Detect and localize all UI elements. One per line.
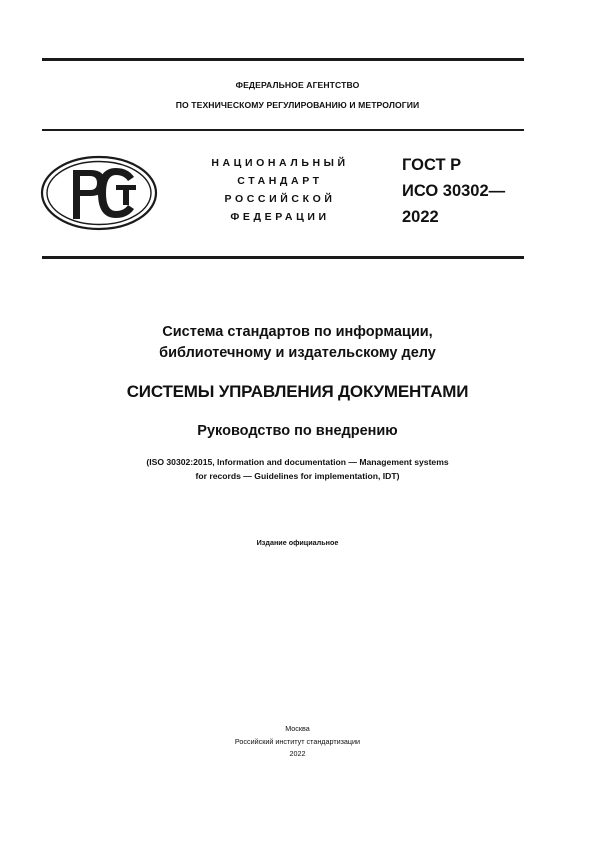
standard-designation <box>402 152 505 230</box>
series-title <box>0 322 595 364</box>
publication-footer <box>0 723 595 761</box>
subtitle: Руководство по внедрению <box>197 423 398 439</box>
standard-type-line3: РОССИЙСКОЙ <box>224 193 336 205</box>
designation-line3: 2022 <box>402 208 439 226</box>
rst-emblem-icon <box>40 155 158 231</box>
standard-type-line4: ФЕДЕРАЦИИ <box>230 211 330 223</box>
series-title-line2: библиотечному и издательскому делу <box>159 345 436 361</box>
standard-type-line1: НАЦИОНАЛЬНЫЙ <box>211 157 349 169</box>
title-block-divider <box>42 256 524 259</box>
iso-reference-line1: (ISO 30302:2015, Information and documentation — Management systems <box>146 457 449 467</box>
agency-name-line2: ПО ТЕХНИЧЕСКОМУ РЕГУЛИРОВАНИЮ И МЕТРОЛОГИИ <box>175 100 420 110</box>
iso-reference-line2: for records — Guidelines for implementation, IDT) <box>195 471 400 481</box>
publication-city: Москва <box>285 724 310 733</box>
standard-type-block <box>190 154 370 226</box>
main-title: СИСТЕМЫ УПРАВЛЕНИЯ ДОКУМЕНТАМИ <box>126 382 469 401</box>
series-title-line1: Система стандартов по информации, <box>162 324 433 340</box>
designation-line1: ГОСТ Р <box>402 156 462 174</box>
designation-line2: ИСО 30302— <box>402 182 506 200</box>
edition-note: Издание официальное <box>256 538 339 547</box>
agency-name-line1: ФЕДЕРАЛЬНОЕ АГЕНТСТВО <box>235 80 360 90</box>
standard-type-line2: СТАНДАРТ <box>237 175 323 187</box>
header-divider <box>42 129 524 131</box>
iso-reference <box>0 455 595 483</box>
top-rule <box>42 58 524 61</box>
publication-year: 2022 <box>289 749 306 758</box>
publisher-name: Российский институт стандартизации <box>234 736 361 746</box>
